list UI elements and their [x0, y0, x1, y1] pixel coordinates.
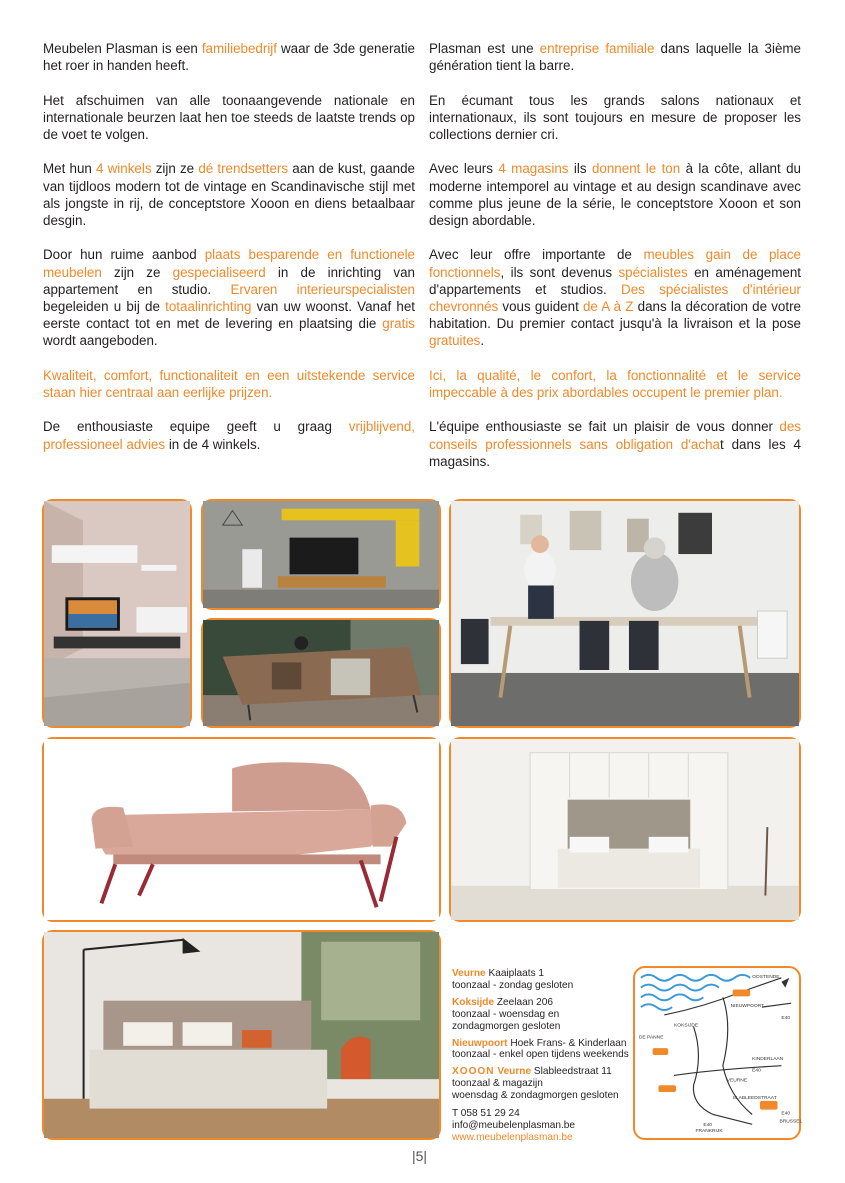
email-link[interactable]: info@meubelenplasman.be — [452, 1119, 576, 1131]
living-wall-unit-image — [44, 501, 190, 726]
phone-number: T 058 51 29 24 — [452, 1108, 520, 1120]
website-link[interactable]: www.meubelenplasman.be — [452, 1131, 573, 1143]
store-xooon-veurne: XOOON Veurne Slableedstraat 11 toonzaal & magazijn woensdag & zondagmorgen gesloten — [452, 1066, 619, 1102]
taupe-bedroom-image — [44, 932, 439, 1138]
store-veurne: Veurne Kaaiplaats 1 toonzaal - zondag gesloten — [452, 968, 574, 991]
yellow-cabinets-image — [203, 501, 439, 608]
xooon-marker — [760, 1101, 778, 1110]
svg-text:BRUSSEL: BRUSSEL — [779, 1119, 803, 1125]
svg-text:E40: E40 — [752, 1068, 761, 1074]
contact-block — [452, 1108, 637, 1144]
svg-text:E40: E40 — [703, 1123, 713, 1129]
fr-paragraph-advice: L'équipe enthousiaste se fait un plaisir de vous donner des conseils professionnels sans obligation d'achat dans les 4 magasins. — [429, 419, 802, 469]
pink-sofa-image — [44, 739, 439, 920]
nieuwpoort-marker — [733, 990, 751, 997]
svg-text:SLABLEEDSTRAAT: SLABLEEDSTRAAT — [732, 1095, 777, 1101]
svg-text:KINDERLAAN: KINDERLAAN — [752, 1056, 784, 1062]
french-text-column — [429, 40, 801, 487]
xooon-logo: XOOON — [452, 1066, 495, 1078]
white-bedroom-image — [451, 739, 799, 920]
fr-paragraph-stores: Avec leurs 4 magasins ils donnent le ton à la côte, allant du moderne intemporel au vintage et au design scandinave avec comme plus jeune de la série, le conceptstore Xooon et son design abordable. — [429, 161, 801, 228]
fr-paragraph-fairs: En écumant tous les grands salons nationaux et internationaux, ils sont toujours en mesure de proposer les collections dernier cri. — [429, 92, 801, 142]
svg-text:DE PANNE: DE PANNE — [638, 1035, 664, 1041]
svg-text:FRANKRIJK: FRANKRIJK — [695, 1129, 723, 1135]
dining-scene-image — [451, 501, 799, 726]
sideboard-image — [203, 620, 439, 726]
nl-paragraph-stores: Met hun 4 winkels zijn ze dé trendsetters aan de kust, gaande van tijdloos modern tot de vintage en Scandinavische stijl met als jongste in rij, de conceptstore Xooon en diens betaalbaar desgin. — [43, 161, 415, 228]
nl-paragraph-offer: Door hun ruime aanbod plaats besparende en functionele meubelen zijn ze gespecialiseerd in de inrichting van appartement en studio. Ervaren interieurspecialisten begeleiden u bij de totaalinrichting van uw woonst. Vanaf het eerste contact tot en met de levering en plaatsing die gratis wordt aangeboden. — [43, 247, 415, 349]
veurne-marker — [658, 1085, 676, 1092]
store-info — [452, 968, 637, 1144]
store-nieuwpoort: Nieuwpoort Hoek Frans- & Kinderlaan toonzaal - enkel open tijdens weekends — [452, 1037, 629, 1061]
photo-yellow-cabinets — [201, 499, 441, 610]
store-koksijde: Koksijde Zeelaan 206 toonzaal - woensdag en zondagmorgen gesloten — [452, 996, 561, 1032]
photo-sideboard — [201, 618, 441, 728]
photo-white-bedroom — [449, 737, 801, 922]
photo-pink-sofa — [42, 737, 441, 922]
fr-paragraph-quality: Ici, la qualité, le confort, la fonctionnalité et le service impeccable à des prix abordables occupent le premier plan. — [429, 367, 801, 400]
koksijde-marker — [653, 1048, 669, 1055]
photo-dining-scene — [449, 499, 801, 728]
svg-text:E40: E40 — [781, 1111, 791, 1117]
nl-paragraph-fairs: Het afschuimen van alle toonaangevende nationale en internationale beurzen laat hen toe steeds de laatste trends op de voet te volgen. — [43, 92, 415, 142]
photo-taupe-bedroom — [42, 930, 441, 1140]
svg-text:E40: E40 — [781, 1015, 791, 1021]
fr-paragraph-offer: Avec leur offre importante de meubles gain de place fonctionnels, ils sont devenus spécialistes en aménagement d'appartements et studios. Des spécialistes d'intérieur chevronnés vous guident de A à Z dans la décoration de votre habitation. Du premier contact jusqu'à la livraison et la pose gratuites. — [429, 247, 801, 349]
fr-paragraph-family: Plasman est une entreprise familiale dans laquelle la 3ième génération tient la barre. — [429, 41, 801, 74]
svg-text:VEURNE: VEURNE — [726, 1078, 748, 1084]
location-map — [633, 966, 801, 1140]
svg-text:KOKSIJDE: KOKSIJDE — [674, 1023, 699, 1029]
dutch-text-column — [43, 40, 415, 470]
svg-text:OOSTENDE: OOSTENDE — [752, 974, 780, 980]
page-number: |5| — [412, 1148, 428, 1164]
arrow-icon — [781, 978, 789, 988]
nl-paragraph-quality: Kwaliteit, comfort, functionaliteit en een uitstekende service staan hier centraal aan eerlijke prijzen. — [43, 367, 415, 400]
nl-paragraph-advice: De enthousiaste equipe geeft u graag vrijblijvend, professioneel advies in de 4 winkels. — [43, 419, 415, 452]
map-drawing — [635, 968, 803, 1138]
photo-living-wall-unit — [42, 499, 192, 728]
nl-paragraph-family: Meubelen Plasman is een familiebedrijf waar de 3de generatie het roer in handen heeft. — [43, 41, 415, 74]
svg-text:NIEUWPOORT: NIEUWPOORT — [730, 1004, 765, 1010]
